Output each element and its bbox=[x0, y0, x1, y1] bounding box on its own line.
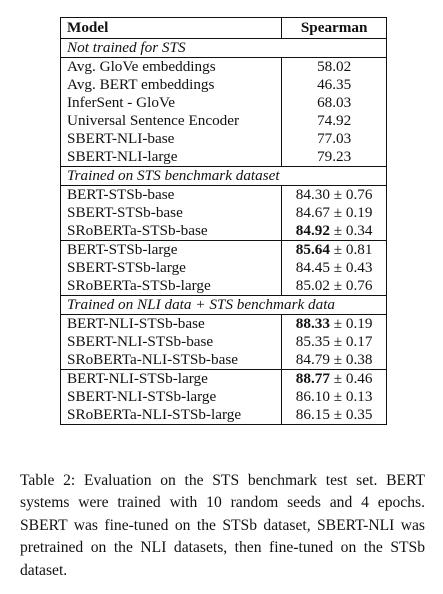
spearman-score-cell bbox=[282, 315, 387, 334]
spearman-std-dev: ± 0.76 bbox=[333, 277, 373, 294]
table-row bbox=[61, 186, 387, 205]
spearman-value: 88.77 bbox=[295, 370, 330, 387]
spearman-value: 86.10 bbox=[295, 388, 330, 405]
table-row bbox=[61, 112, 387, 130]
spearman-score-cell bbox=[282, 333, 387, 351]
spearman-std-dev: ± 0.35 bbox=[333, 406, 373, 423]
table-row bbox=[61, 94, 387, 112]
spearman-score-cell bbox=[282, 406, 387, 425]
table-row bbox=[61, 351, 387, 370]
spearman-value: 58.02 bbox=[317, 58, 352, 75]
model-name-cell: BERT-STSb-base bbox=[67, 186, 175, 203]
model-name-cell: Avg. BERT embeddings bbox=[67, 76, 215, 93]
spearman-value: 77.03 bbox=[317, 130, 352, 147]
spearman-std-dev: ± 0.19 bbox=[333, 204, 373, 221]
model-name-cell: SBERT-STSb-large bbox=[67, 259, 186, 276]
spearman-score-cell bbox=[282, 112, 387, 130]
model-column-header: Model bbox=[61, 18, 282, 39]
model-name-cell: InferSent - GloVe bbox=[67, 94, 175, 111]
table-header-row bbox=[61, 18, 387, 39]
table-row bbox=[61, 388, 387, 406]
results-table bbox=[60, 17, 387, 425]
table-row bbox=[61, 222, 387, 241]
spearman-std-dev: ± 0.76 bbox=[333, 186, 373, 203]
spearman-value: 84.67 bbox=[295, 204, 330, 221]
spearman-value: 85.35 bbox=[295, 333, 330, 350]
table-row bbox=[61, 76, 387, 94]
table-row bbox=[61, 130, 387, 148]
results-table-container bbox=[60, 17, 387, 425]
spearman-value: 84.45 bbox=[295, 259, 330, 276]
spearman-std-dev: ± 0.46 bbox=[333, 370, 373, 387]
model-name-cell: SBERT-NLI-STSb-large bbox=[67, 388, 217, 405]
spearman-score-cell bbox=[282, 204, 387, 222]
spearman-value: 84.79 bbox=[295, 351, 330, 368]
table-row bbox=[61, 370, 387, 389]
spearman-score-cell bbox=[282, 148, 387, 167]
spearman-score-cell bbox=[282, 277, 387, 296]
table-row bbox=[61, 148, 387, 167]
spearman-value: 84.92 bbox=[295, 222, 330, 239]
table-row bbox=[61, 333, 387, 351]
model-name-cell: BERT-STSb-large bbox=[61, 241, 282, 260]
model-name-cell: SRoBERTa-NLI-STSb-base bbox=[67, 351, 238, 368]
spearman-score-cell bbox=[282, 94, 387, 112]
spearman-value: 84.30 bbox=[295, 186, 330, 203]
table-row bbox=[61, 259, 387, 277]
spearman-column-header: Spearman bbox=[282, 18, 387, 39]
spearman-score-cell bbox=[282, 370, 387, 389]
table-row bbox=[61, 277, 387, 296]
section-title: Not trained for STS bbox=[61, 39, 387, 58]
table-row bbox=[61, 241, 387, 260]
spearman-score-cell bbox=[282, 388, 387, 406]
model-name-cell: SRoBERTa-NLI-STSb-large bbox=[67, 406, 242, 423]
model-name-cell: BERT-NLI-STSb-base bbox=[67, 315, 205, 332]
section-title: Trained on STS benchmark dataset bbox=[61, 167, 387, 186]
model-name-cell: SBERT-NLI-base bbox=[67, 130, 175, 147]
table-row bbox=[61, 58, 387, 77]
section-header-row bbox=[61, 167, 387, 186]
spearman-std-dev: ± 0.38 bbox=[333, 351, 373, 368]
spearman-std-dev: ± 0.81 bbox=[333, 241, 373, 258]
spearman-value: 79.23 bbox=[317, 148, 352, 165]
spearman-value: 74.92 bbox=[317, 112, 352, 129]
spearman-value: 46.35 bbox=[317, 76, 352, 93]
spearman-score-cell bbox=[282, 259, 387, 277]
spearman-std-dev: ± 0.34 bbox=[333, 222, 373, 239]
spearman-value: 88.33 bbox=[295, 315, 330, 332]
spearman-score-cell bbox=[282, 186, 387, 205]
spearman-score-cell bbox=[282, 130, 387, 148]
section-header-row bbox=[61, 39, 387, 58]
model-name-cell: SBERT-STSb-base bbox=[67, 204, 183, 221]
model-name-cell: SBERT-NLI-STSb-base bbox=[67, 333, 214, 350]
spearman-value: 86.15 bbox=[295, 406, 330, 423]
model-name-cell: SRoBERTa-STSb-large bbox=[67, 277, 211, 294]
table-body bbox=[61, 39, 387, 425]
table-row bbox=[61, 204, 387, 222]
section-header-row bbox=[61, 296, 387, 315]
spearman-std-dev: ± 0.43 bbox=[333, 259, 373, 276]
spearman-std-dev: ± 0.19 bbox=[333, 315, 373, 332]
model-name-cell: Universal Sentence Encoder bbox=[67, 112, 240, 129]
model-name-cell: Avg. GloVe embeddings bbox=[67, 58, 216, 75]
spearman-std-dev: ± 0.13 bbox=[333, 388, 373, 405]
table-row bbox=[61, 315, 387, 334]
spearman-score-cell bbox=[282, 58, 387, 77]
spearman-std-dev: ± 0.17 bbox=[333, 333, 373, 350]
table-caption: Table 2: Evaluation on the STS benchmark test set. BERT systems were trained with 10 random seeds and 4 epochs. SBERT was fine-tuned on the STSb dataset, SBERT-NLI was pretrained on the NLI datasets, then fine-tuned on the STSb dataset. bbox=[20, 472, 425, 579]
spearman-score-cell bbox=[282, 222, 387, 241]
section-title: Trained on NLI data + STS benchmark data bbox=[61, 296, 387, 315]
model-name-cell: SRoBERTa-STSb-base bbox=[67, 222, 208, 239]
spearman-value: 85.64 bbox=[295, 241, 330, 258]
model-name-cell: SBERT-NLI-large bbox=[67, 148, 178, 165]
spearman-value: 68.03 bbox=[317, 94, 352, 111]
model-name-cell: BERT-NLI-STSb-large bbox=[61, 370, 282, 389]
spearman-value: 85.02 bbox=[295, 277, 330, 294]
table-row bbox=[61, 406, 387, 425]
spearman-score-cell bbox=[282, 241, 387, 260]
spearman-score-cell bbox=[282, 351, 387, 370]
spearman-score-cell bbox=[282, 76, 387, 94]
